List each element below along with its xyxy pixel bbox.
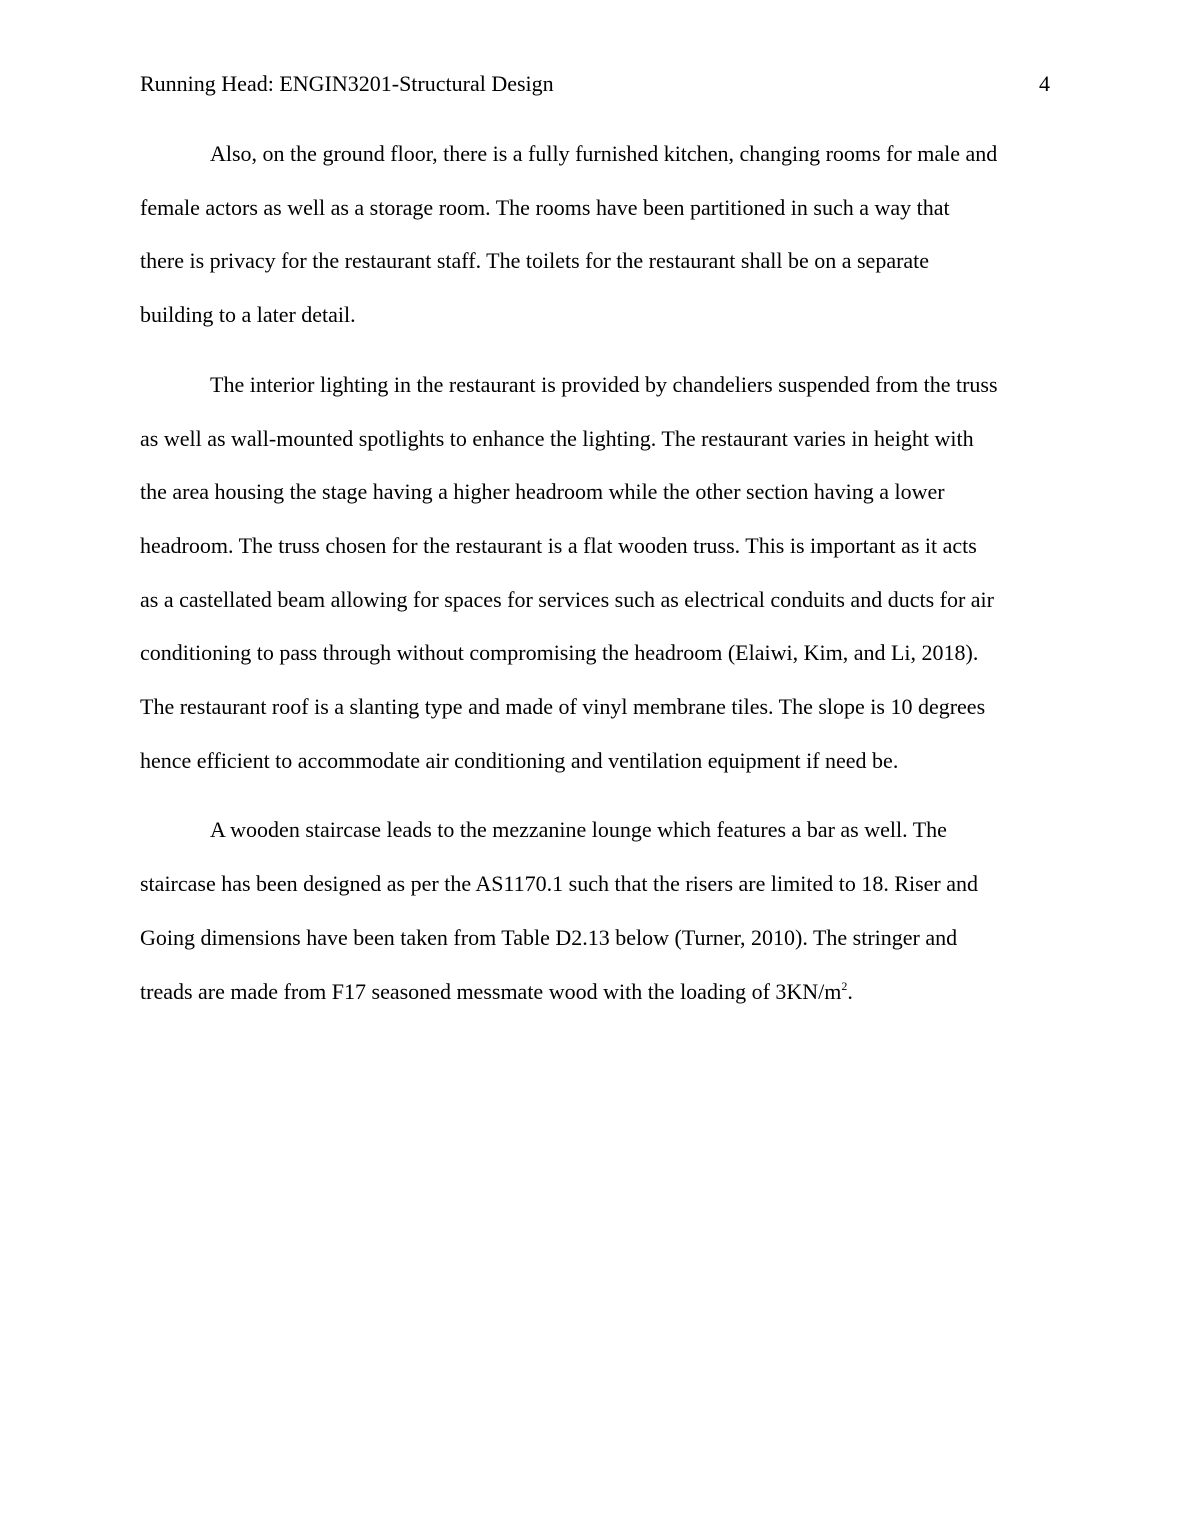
text-segment: .: [847, 978, 853, 1004]
text-line: building to a later detail.: [140, 302, 356, 328]
text-line: conditioning to pass through without compromising the headroom (Elaiwi, Kim, and Li, 2018).: [140, 640, 979, 666]
text-line: A wooden staircase leads to the mezzanine lounge which features a bar as well. The: [210, 817, 947, 843]
text-line: hence efficient to accommodate air conditioning and ventilation equipment if need be.: [140, 747, 899, 773]
text-line-with-superscript: [140, 965, 1050, 1019]
page-header: [140, 70, 1050, 100]
text-line: The interior lighting in the restaurant is provided by chandeliers suspended from the truss: [210, 371, 998, 397]
superscript: 2: [841, 978, 848, 993]
text-line: as a castellated beam allowing for spaces for services such as electrical conduits and ducts for air: [140, 586, 994, 612]
text-line: Also, on the ground floor, there is a fully furnished kitchen, changing rooms for male and: [210, 141, 998, 166]
running-head: Running Head: ENGIN3201-Structural Design: [140, 71, 554, 96]
text-line: the area housing the stage having a higher headroom while the other section having a lower: [140, 479, 945, 505]
page-number: 4: [1039, 71, 1050, 96]
text-line: as well as wall-mounted spotlights to enhance the lighting. The restaurant varies in height with: [140, 425, 974, 451]
text-line: staircase has been designed as per the AS1170.1 such that the risers are limited to 18. Riser and: [140, 871, 979, 897]
text-line: female actors as well as a storage room. The rooms have been partitioned in such a way that: [140, 194, 950, 220]
text-line: there is privacy for the restaurant staff. The toilets for the restaurant shall be on a separate: [140, 248, 930, 274]
paragraph-ground-floor: [140, 127, 1050, 342]
document-body: [140, 127, 1050, 1034]
text-line: headroom. The truss chosen for the restaurant is a flat wooden truss. This is important as it acts: [140, 532, 977, 558]
text-line: The restaurant roof is a slanting type and made of vinyl membrane tiles. The slope is 10 degrees: [140, 694, 986, 720]
paragraph-staircase: [140, 803, 1050, 1018]
text-line: Going dimensions have been taken from Table D2.13 below (Turner, 2010). The stringer and: [140, 924, 958, 950]
paragraph-interior-lighting: [140, 358, 1050, 788]
text-segment: treads are made from F17 seasoned messmate wood with the loading of 3KN/m: [140, 978, 842, 1004]
